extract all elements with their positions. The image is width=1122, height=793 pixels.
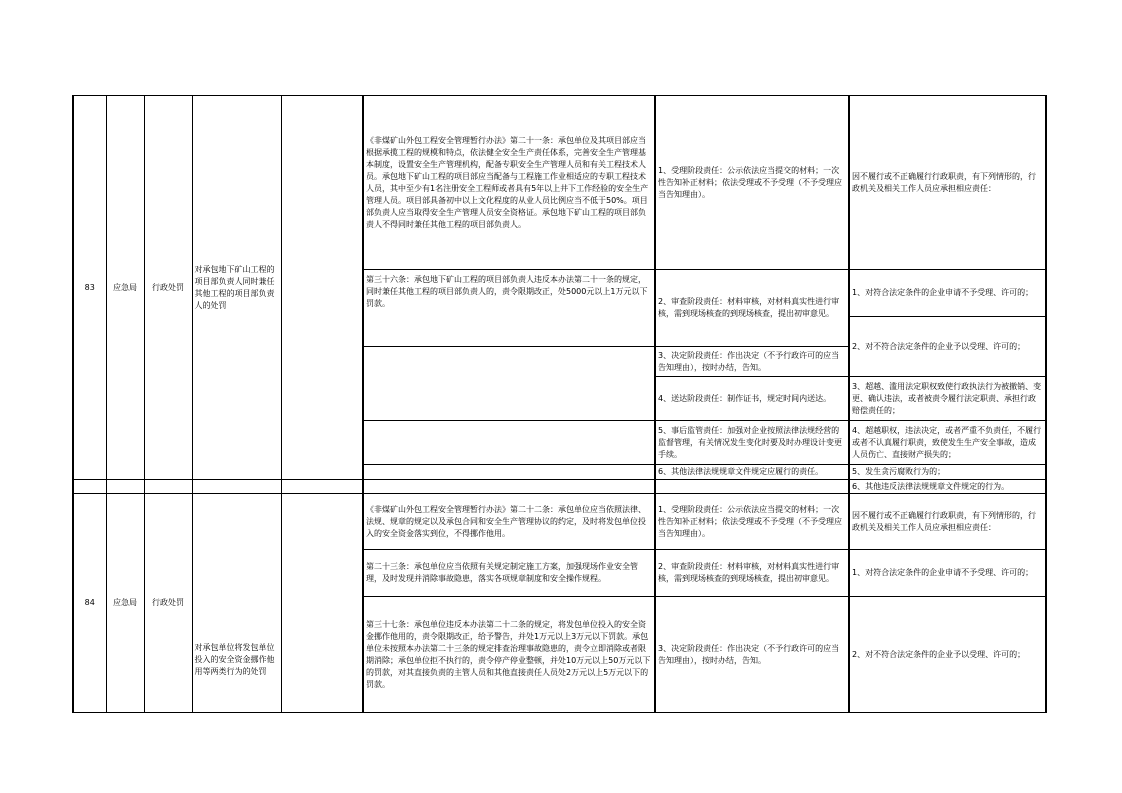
- table-row: [73, 480, 1046, 494]
- category-cell: 行政处罚: [144, 96, 192, 480]
- empty-cell: [144, 480, 192, 494]
- law-basis-cell: 第二十三条：承包单位应当依照有关规定制定施工方案，加强现场作业安全管理，及时发现并消除事故隐患，落实各项规章制度和安全操作规程。: [363, 550, 655, 597]
- row-number: 84: [73, 494, 106, 713]
- empty-cell: [363, 347, 655, 421]
- stage-duty-cell: 4、送达阶段责任：制作证书，规定时间内送达。: [655, 377, 849, 421]
- empty-cell: [281, 494, 363, 713]
- stage-duty-cell: 1、受理阶段责任：公示依法应当提交的材料；一次性告知补正材料；依法受理或不予受理（不予受理应当告知理由）。: [655, 96, 849, 270]
- law-basis-cell: 《非煤矿山外包工程安全管理暂行办法》第二十二条：承包单位应当依照法律、法规、规章的规定以及承包合同和安全生产管理协议的约定，及时将发包单位投入的安全资金落实到位，不得挪作他用。: [363, 494, 655, 550]
- empty-cell: [281, 480, 363, 494]
- row-number: 83: [73, 96, 106, 480]
- liability-cell: 1、对符合法定条件的企业申请不予受理、许可的；: [849, 550, 1046, 597]
- empty-cell: [281, 96, 363, 480]
- law-basis-cell: 《非煤矿山外包工程安全管理暂行办法》第二十一条：承包单位及其项目部应当根据承揽工程的规模和特点，依法健全安全生产责任体系，完善安全生产管理基本制度，设置安全生产管理机构，配备专职安全生产管理人员和有关工程技术人员。承包地下矿山工程的项目部应当配备与工程施工作业相适应的专职工程技术人员，其中至少有1名注册安全工程师或者具有5年以上井下工作经验的安全生产管理人员。项目部具备初中以上文化程度的从业人员比例应当不低于50%。项目部负责人应当取得安全生产管理人员安全资格证。承包地下矿山工程的项目部负责人不得同时兼任其他工程的项目部负责人。: [363, 96, 655, 270]
- empty-cell: [363, 480, 655, 494]
- stage-duty-cell: 2、审查阶段责任：材料审核，对材料真实性进行审核，需到现场核查的到现场核查，提出初审意见。: [655, 270, 849, 347]
- stage-duty-cell: 5、事后监管责任：加强对企业按照法律法规经营的监督管理，有关情况发生变化时要及时办理设计变更手续。: [655, 421, 849, 465]
- department-cell: 应急局: [106, 494, 144, 713]
- item-name-cell: 对承包地下矿山工程的项目部负责人同时兼任其他工程的项目部负责人的处罚: [192, 96, 281, 480]
- liability-cell: 4、超越职权，违法决定，或者严重不负责任，不履行或者不认真履行职责，致使发生生产安全事故，造成人员伤亡、直接财产损失的；: [849, 421, 1046, 465]
- responsibility-table: [72, 95, 1047, 713]
- liability-cell: 5、发生贪污腐败行为的；: [849, 465, 1046, 480]
- liability-cell: 6、其他违反法律法规规章文件规定的行为。: [849, 480, 1046, 494]
- stage-duty-cell: 3、决定阶段责任：作出决定（不予行政许可的应当告知理由），按时办结，告知。: [655, 597, 849, 713]
- table-row: [73, 494, 1046, 550]
- empty-cell: [655, 480, 849, 494]
- stage-duty-cell: 1、受理阶段责任：公示依法应当提交的材料；一次性告知补正材料；依法受理或不予受理（不予受理应当告知理由）。: [655, 494, 849, 550]
- category-cell: 行政处罚: [144, 494, 192, 713]
- law-basis-cell: 第三十七条：承包单位违反本办法第二十二条的规定，将发包单位投入的安全资金挪作他用的，责令限期改正，给予警告，并处1万元以上3万元以下罚款。承包单位未按照本办法第二十三条的规定排查治理事故隐患的，责令立即消除或者限期消除；承包单位拒不执行的，责令停产停业整顿，并处10万元以上50万元以下的罚款，对其直接负责的主管人员和其他直接责任人员处2万元以上5万元以下的罚款。: [363, 597, 655, 713]
- stage-duty-cell: 2、审查阶段责任：材料审核，对材料真实性进行审核，需到现场核查的到现场核查，提出初审意见。: [655, 550, 849, 597]
- empty-cell: [73, 480, 106, 494]
- liability-cell: 3、超越、滥用法定职权致使行政执法行为被撤销、变更、确认违法，或者被责令履行法定职责、承担行政赔偿责任的；: [849, 377, 1046, 421]
- empty-cell: [106, 480, 144, 494]
- item-name-cell: 对承包单位将发包单位投入的安全资金挪作他用等两类行为的处罚: [192, 494, 281, 713]
- stage-duty-cell: 6、其他法律法规规章文件规定应履行的责任。: [655, 465, 849, 480]
- liability-cell: 因不履行或不正确履行行政职责，有下列情形的，行政机关及相关工作人员应承担相应责任：: [849, 96, 1046, 270]
- liability-cell: 1、对符合法定条件的企业申请不予受理、许可的；: [849, 270, 1046, 317]
- empty-cell: [363, 465, 655, 480]
- liability-cell: 2、对不符合法定条件的企业予以受理、许可的；: [849, 597, 1046, 713]
- liability-cell: 2、对不符合法定条件的企业予以受理、许可的；: [849, 317, 1046, 377]
- table-row: [73, 96, 1046, 270]
- stage-duty-cell: 3、决定阶段责任：作出决定（不予行政许可的应当告知理由），按时办结，告知。: [655, 347, 849, 377]
- department-cell: 应急局: [106, 96, 144, 480]
- empty-cell: [363, 421, 655, 465]
- law-basis-cell: 第三十六条：承包地下矿山工程的项目部负责人违反本办法第二十一条的规定，同时兼任其他工程的项目部负责人的，责令限期改正，处5000元以上1万元以下罚款。: [363, 270, 655, 347]
- empty-cell: [192, 480, 281, 494]
- liability-cell: 因不履行或不正确履行行政职责，有下列情形的，行政机关及相关工作人员应承担相应责任：: [849, 494, 1046, 550]
